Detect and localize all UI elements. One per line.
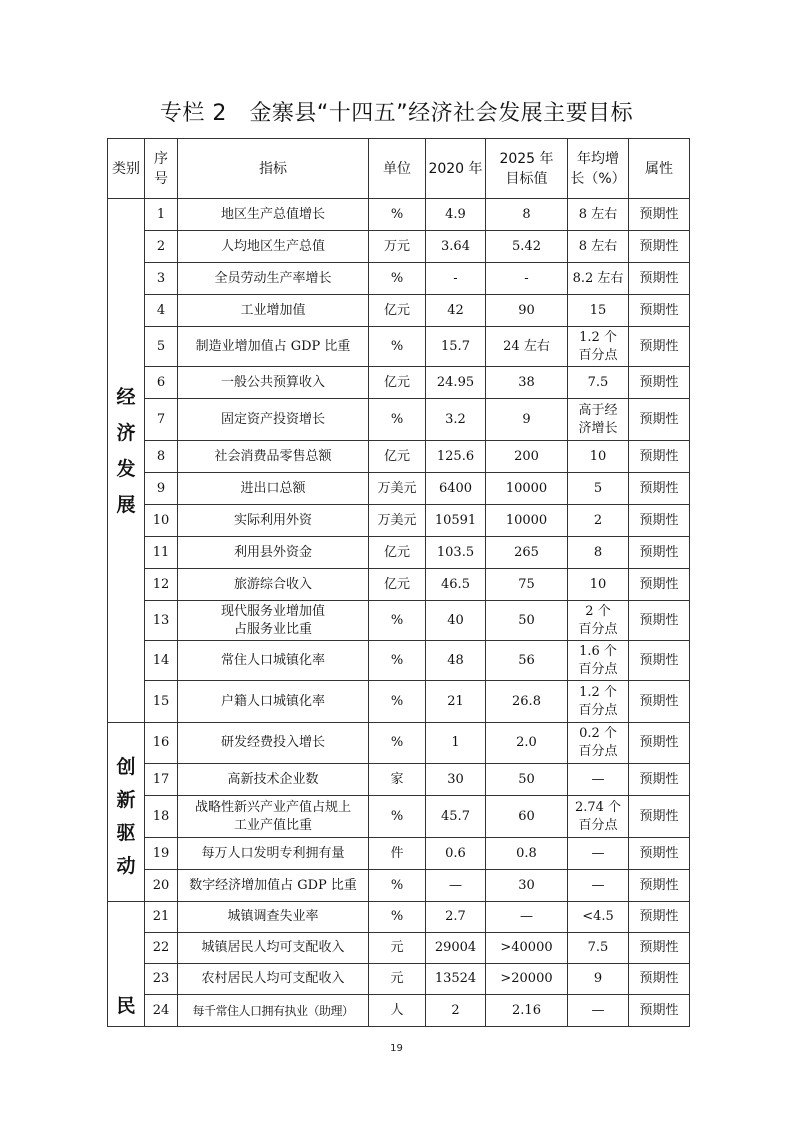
growth-line: 10: [589, 448, 607, 464]
category-people: [108, 902, 145, 1027]
growth-line: 5: [593, 480, 603, 496]
cell-2025-target: 2.0: [486, 723, 568, 764]
cell-unit: %: [369, 902, 426, 933]
indicator-line: 常住人口城镇化率: [220, 652, 325, 668]
table-row: [108, 537, 690, 569]
cell-annual-growth: [568, 796, 629, 838]
cell-annual-growth: [568, 995, 629, 1027]
cell-attribute: 预期性: [629, 367, 690, 399]
cell-2020-value: 1: [426, 723, 486, 764]
cell-attribute: 预期性: [629, 838, 690, 870]
growth-line: —: [591, 845, 605, 861]
cell-indicator: [178, 838, 369, 870]
cell-seq: 9: [145, 473, 178, 505]
header-growth-line1: 年均增: [577, 150, 619, 167]
indicator-line: 高新技术企业数: [227, 771, 319, 787]
table-row: [108, 995, 690, 1027]
table-row: [108, 838, 690, 870]
header-2025-target: [486, 139, 568, 199]
cell-2025-target: 26.8: [486, 681, 568, 723]
growth-line: 2.74 个: [574, 799, 622, 815]
cell-indicator: [178, 441, 369, 473]
indicator-line: 现代服务业增加值: [220, 603, 325, 619]
header-seq: [145, 139, 178, 199]
cell-indicator: [178, 601, 369, 641]
cell-unit: 亿元: [369, 295, 426, 327]
cell-attribute: 预期性: [629, 995, 690, 1027]
cell-2020-value: 10591: [426, 505, 486, 537]
cell-2020-value: 13524: [426, 964, 486, 995]
header-growth-line2: 长（%）: [570, 170, 626, 187]
header-unit: 单位: [369, 139, 426, 199]
cell-annual-growth: [568, 473, 629, 505]
indicator-line: 制造业增加值占 GDP 比重: [195, 338, 351, 354]
cell-attribute: 预期性: [629, 537, 690, 569]
cell-indicator: [178, 902, 369, 933]
cell-indicator: [178, 399, 369, 441]
cell-seq: 14: [145, 641, 178, 681]
growth-line: 8.2 左右: [572, 270, 624, 286]
cell-2025-target: 50: [486, 764, 568, 796]
cell-seq: 12: [145, 569, 178, 601]
cell-2020-value: 29004: [426, 933, 486, 964]
cell-unit: %: [369, 796, 426, 838]
indicator-line: 数字经济增加值占 GDP 比重: [189, 877, 357, 893]
cell-indicator: [178, 723, 369, 764]
cell-2020-value: 0.6: [426, 838, 486, 870]
cell-attribute: 预期性: [629, 796, 690, 838]
cell-unit: %: [369, 681, 426, 723]
cell-seq: 8: [145, 441, 178, 473]
cell-seq: 3: [145, 263, 178, 295]
growth-line: 百分点: [578, 744, 618, 759]
cell-unit: 亿元: [369, 569, 426, 601]
cell-attribute: 预期性: [629, 601, 690, 641]
cell-2020-value: 40: [426, 601, 486, 641]
cell-seq: 10: [145, 505, 178, 537]
cell-2025-target: 200: [486, 441, 568, 473]
cell-attribute: 预期性: [629, 231, 690, 263]
indicator-line: 人均地区生产总值: [220, 238, 325, 254]
cell-annual-growth: [568, 838, 629, 870]
cell-annual-growth: [568, 231, 629, 263]
category-label-innovation: 创新驱动: [116, 756, 136, 877]
cell-attribute: 预期性: [629, 473, 690, 505]
cell-2020-value: 46.5: [426, 569, 486, 601]
cell-2020-value: 45.7: [426, 796, 486, 838]
indicator-line: 一般公共预算收入: [220, 374, 325, 390]
cell-2020-value: 6400: [426, 473, 486, 505]
growth-line: 百分点: [578, 702, 618, 718]
indicator-line: 旅游综合收入: [233, 576, 312, 592]
indicator-line: 利用县外资金: [233, 544, 312, 560]
indicator-line: 全员劳动生产率增长: [214, 270, 332, 286]
cell-indicator: [178, 473, 369, 505]
cell-indicator: [178, 537, 369, 569]
cell-unit: 人: [369, 995, 426, 1027]
cell-2020-value: 30: [426, 764, 486, 796]
cell-2020-value: 2: [426, 995, 486, 1027]
cell-annual-growth: [568, 327, 629, 367]
cell-unit: 元: [369, 933, 426, 964]
cell-unit: 亿元: [369, 441, 426, 473]
category-economy: [108, 199, 145, 723]
cell-attribute: 预期性: [629, 505, 690, 537]
cell-unit: 亿元: [369, 537, 426, 569]
cell-attribute: 预期性: [629, 964, 690, 995]
cell-attribute: 预期性: [629, 933, 690, 964]
growth-line: 8 左右: [578, 238, 618, 254]
table-row: [108, 964, 690, 995]
cell-annual-growth: [568, 870, 629, 902]
cell-attribute: 预期性: [629, 870, 690, 902]
header-2025-line1: 2025 年: [499, 150, 554, 167]
cell-seq: 1: [145, 199, 178, 231]
cell-seq: 11: [145, 537, 178, 569]
cell-annual-growth: [568, 601, 629, 641]
cell-2025-target: 2.16: [486, 995, 568, 1027]
cell-unit: %: [369, 641, 426, 681]
cell-indicator: [178, 367, 369, 399]
cell-unit: 件: [369, 838, 426, 870]
growth-line: 9: [593, 971, 603, 986]
cell-2025-target: 8: [486, 199, 568, 231]
table-row: [108, 441, 690, 473]
cell-seq: 17: [145, 764, 178, 796]
cell-annual-growth: [568, 367, 629, 399]
table-row: [108, 199, 690, 231]
cell-attribute: 预期性: [629, 569, 690, 601]
indicator-line: 城镇居民人均可支配收入: [201, 940, 345, 955]
cell-2025-target: —: [486, 902, 568, 933]
cell-2025-target: >20000: [486, 964, 568, 995]
table-row: [108, 231, 690, 263]
cell-indicator: [178, 263, 369, 295]
cell-seq: 22: [145, 933, 178, 964]
header-2025-line2: 目标值: [505, 170, 548, 187]
cell-attribute: 预期性: [629, 902, 690, 933]
table-row: [108, 399, 690, 441]
cell-indicator: [178, 870, 369, 902]
indicator-line: 社会消费品零售总额: [214, 448, 332, 464]
cell-unit: %: [369, 723, 426, 764]
cell-2020-value: 15.7: [426, 327, 486, 367]
cell-2025-target: 30: [486, 870, 568, 902]
table-row: [108, 870, 690, 902]
cell-seq: 20: [145, 870, 178, 902]
cell-annual-growth: [568, 723, 629, 764]
indicator-line: 每万人口发明专利拥有量: [201, 845, 345, 861]
growth-line: 7.5: [587, 374, 609, 390]
cell-seq: 2: [145, 231, 178, 263]
cell-annual-growth: [568, 441, 629, 473]
cell-2025-target: 90: [486, 295, 568, 327]
cell-unit: %: [369, 199, 426, 231]
cell-seq: 18: [145, 796, 178, 838]
cell-2020-value: -: [426, 263, 486, 295]
cell-seq: 7: [145, 399, 178, 441]
growth-line: —: [591, 877, 605, 893]
indicator-line: 战略性新兴产业产值占规上: [194, 799, 351, 815]
header-category: 类别: [108, 139, 145, 199]
cell-annual-growth: [568, 199, 629, 231]
cell-indicator: [178, 964, 369, 995]
page-number: 19: [390, 1043, 403, 1054]
header-annual-growth: [568, 139, 629, 199]
growth-line: —: [591, 771, 605, 787]
indicator-line: 农村居民人均可支配收入: [201, 971, 345, 986]
cell-indicator: [178, 641, 369, 681]
indicator-line: 地区生产总值增长: [220, 206, 325, 222]
cell-2025-target: 9: [486, 399, 568, 441]
table-row: [108, 796, 690, 838]
cell-2025-target: -: [486, 263, 568, 295]
header-attribute: 属性: [629, 139, 690, 199]
cell-seq: 15: [145, 681, 178, 723]
growth-line: 0.2 个: [579, 726, 617, 741]
growth-line: 百分点: [578, 347, 618, 363]
cell-attribute: 预期性: [629, 441, 690, 473]
cell-2020-value: 3.2: [426, 399, 486, 441]
cell-indicator: [178, 199, 369, 231]
growth-line: 1.6 个: [579, 643, 617, 659]
header-seq-line1: 序: [154, 150, 168, 167]
cell-indicator: [178, 796, 369, 838]
cell-seq: 16: [145, 723, 178, 764]
growth-line: 10: [589, 576, 607, 592]
header-seq-line2: 号: [154, 170, 168, 187]
category-label-people: 民: [116, 995, 136, 1017]
cell-attribute: 预期性: [629, 723, 690, 764]
cell-attribute: 预期性: [629, 681, 690, 723]
cell-2025-target: 56: [486, 641, 568, 681]
cell-unit: %: [369, 399, 426, 441]
growth-line: 1.2 个: [579, 684, 617, 700]
cell-seq: 23: [145, 964, 178, 995]
cell-2025-target: 60: [486, 796, 568, 838]
goals-table: [107, 138, 690, 1027]
cell-unit: %: [369, 263, 426, 295]
cell-seq: 5: [145, 327, 178, 367]
growth-line: 8: [593, 544, 603, 560]
cell-indicator: [178, 933, 369, 964]
cell-2025-target: 38: [486, 367, 568, 399]
table-title: 专栏 2 金寨县“十四五”经济社会发展主要目标: [159, 101, 634, 126]
header-indicator: 指标: [178, 139, 369, 199]
table-row: [108, 295, 690, 327]
cell-annual-growth: [568, 964, 629, 995]
cell-unit: %: [369, 601, 426, 641]
cell-annual-growth: [568, 569, 629, 601]
cell-annual-growth: [568, 295, 629, 327]
cell-attribute: 预期性: [629, 327, 690, 367]
cell-2020-value: 24.95: [426, 367, 486, 399]
cell-indicator: [178, 681, 369, 723]
growth-line: 百分点: [578, 661, 618, 677]
table-row: [108, 641, 690, 681]
indicator-line: 固定资产投资增长: [220, 411, 325, 427]
cell-unit: %: [369, 870, 426, 902]
growth-line: 济增长: [578, 420, 618, 436]
growth-line: 8 左右: [578, 206, 618, 222]
cell-2025-target: >40000: [486, 933, 568, 964]
indicator-line: 工业产值比重: [233, 817, 312, 833]
cell-annual-growth: [568, 933, 629, 964]
cell-2020-value: 3.64: [426, 231, 486, 263]
cell-2020-value: 2.7: [426, 902, 486, 933]
growth-line: 15: [589, 302, 607, 318]
indicator-line: 城镇调查失业率: [227, 909, 319, 924]
table-row: [108, 327, 690, 367]
cell-seq: 19: [145, 838, 178, 870]
cell-seq: 21: [145, 902, 178, 933]
cell-attribute: 预期性: [629, 199, 690, 231]
indicator-line: 户籍人口城镇化率: [220, 693, 325, 709]
growth-line: <4.5: [582, 909, 614, 924]
table-row: [108, 933, 690, 964]
cell-indicator: [178, 995, 369, 1027]
cell-unit: %: [369, 327, 426, 367]
growth-line: 2 个: [585, 603, 611, 619]
cell-annual-growth: [568, 399, 629, 441]
cell-unit: 万元: [369, 231, 426, 263]
cell-indicator: [178, 569, 369, 601]
cell-attribute: 预期性: [629, 263, 690, 295]
category-label-economy: 经济发展: [116, 386, 136, 516]
indicator-line: 进出口总额: [240, 480, 306, 496]
cell-unit: 万美元: [369, 473, 426, 505]
table-row: [108, 505, 690, 537]
growth-line: 1.2 个: [579, 329, 617, 345]
cell-2020-value: 4.9: [426, 199, 486, 231]
growth-line: 百分点: [578, 621, 618, 637]
cell-seq: 6: [145, 367, 178, 399]
cell-2020-value: —: [426, 870, 486, 902]
table-row: [108, 473, 690, 505]
cell-2020-value: 21: [426, 681, 486, 723]
cell-annual-growth: [568, 641, 629, 681]
cell-2025-target: 5.42: [486, 231, 568, 263]
cell-unit: 亿元: [369, 367, 426, 399]
cell-2020-value: 103.5: [426, 537, 486, 569]
cell-unit: 家: [369, 764, 426, 796]
cell-attribute: 预期性: [629, 641, 690, 681]
cell-indicator: [178, 764, 369, 796]
cell-indicator: [178, 295, 369, 327]
cell-seq: 4: [145, 295, 178, 327]
cell-annual-growth: [568, 263, 629, 295]
header-row: [108, 139, 690, 199]
header-2020: 2020 年: [426, 139, 486, 199]
cell-2025-target: 265: [486, 537, 568, 569]
cell-attribute: 预期性: [629, 295, 690, 327]
growth-line: 2: [593, 512, 603, 528]
table-row: [108, 569, 690, 601]
cell-attribute: 预期性: [629, 764, 690, 796]
growth-line: 高于经: [578, 402, 618, 418]
cell-2020-value: 42: [426, 295, 486, 327]
table-row: [108, 902, 690, 933]
cell-annual-growth: [568, 537, 629, 569]
cell-seq: 24: [145, 995, 178, 1027]
table-row: [108, 764, 690, 796]
indicator-line: 工业增加值: [240, 302, 306, 318]
cell-indicator: [178, 327, 369, 367]
cell-unit: 万美元: [369, 505, 426, 537]
cell-2025-target: 75: [486, 569, 568, 601]
table-row: [108, 601, 690, 641]
cell-unit: 元: [369, 964, 426, 995]
cell-annual-growth: [568, 902, 629, 933]
growth-line: 百分点: [578, 817, 618, 833]
cell-indicator: [178, 505, 369, 537]
growth-line: —: [591, 1002, 605, 1018]
indicator-line: 每千常住人口拥有执业（助理）: [192, 1003, 354, 1018]
table-row: [108, 723, 690, 764]
cell-2025-target: 24 左右: [486, 327, 568, 367]
indicator-line: 占服务业比重: [233, 621, 312, 637]
growth-line: 7.5: [587, 940, 609, 955]
indicator-line: 实际利用外资: [233, 512, 312, 528]
cell-seq: 13: [145, 601, 178, 641]
cell-annual-growth: [568, 764, 629, 796]
cell-attribute: 预期性: [629, 399, 690, 441]
table-row: [108, 681, 690, 723]
cell-2025-target: 50: [486, 601, 568, 641]
cell-2020-value: 48: [426, 641, 486, 681]
cell-annual-growth: [568, 681, 629, 723]
table-row: [108, 367, 690, 399]
cell-2025-target: 0.8: [486, 838, 568, 870]
cell-2020-value: 125.6: [426, 441, 486, 473]
table-row: [108, 263, 690, 295]
cell-annual-growth: [568, 505, 629, 537]
indicator-line: 研发经费投入增长: [220, 735, 325, 750]
cell-2025-target: 10000: [486, 473, 568, 505]
category-innovation: [108, 723, 145, 902]
cell-2025-target: 10000: [486, 505, 568, 537]
cell-indicator: [178, 231, 369, 263]
